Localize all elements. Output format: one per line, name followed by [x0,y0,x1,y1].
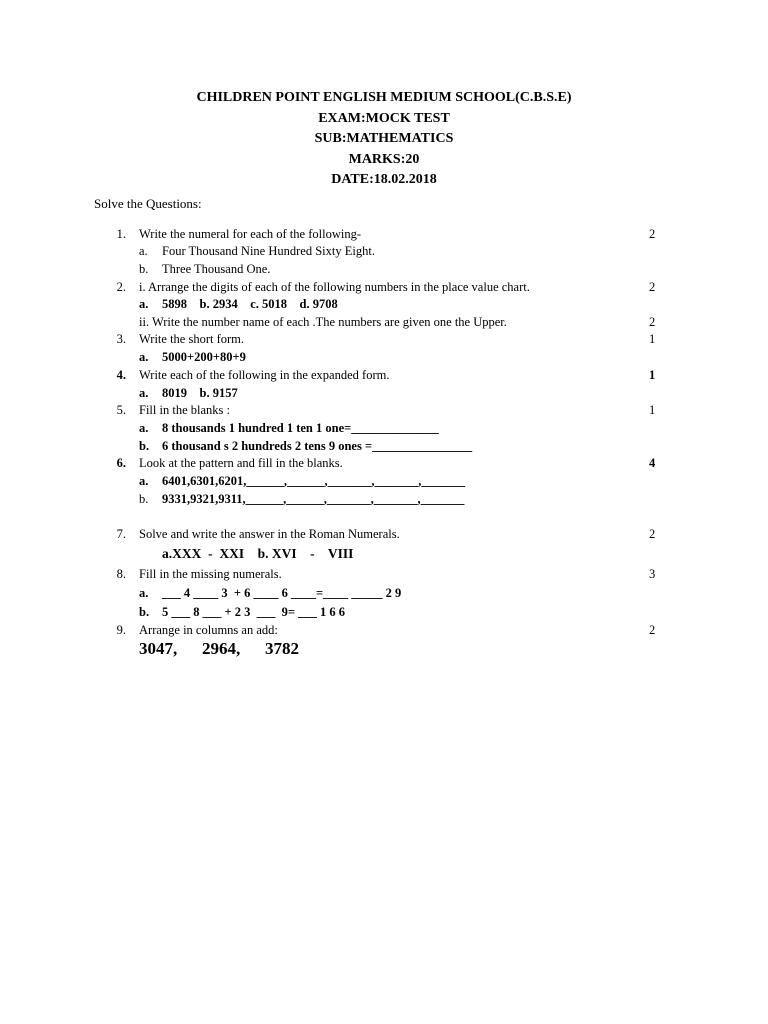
school-name: CHILDREN POINT ENGLISH MEDIUM SCHOOL(C.B.S.E) [196,90,572,105]
subject-line: SUB:MATHEMATICS [314,131,454,146]
instructions: Solve the Questions: [94,196,202,211]
part-text: 6401,6301,6201,______,______,_______,_______,_______ [162,474,466,488]
question-text: Write the numeral for each of the following- [139,227,361,241]
part-text: 5 ___ 8 ___ + 2 3 ___ 9= ___ 1 6 6 [162,605,345,619]
question-marks: 1 [649,403,656,417]
question-marks: 2 [649,280,656,294]
part-label: b. [139,492,149,506]
marks-line: MARKS:20 [348,151,420,167]
question-marks: 1 [649,368,656,382]
question-number: 2. [116,280,126,294]
part-label: b. [139,262,149,276]
date-line: DATE:18.02.2018 [331,172,437,187]
part-label: a. [139,386,149,400]
exam-title: EXAM:MOCK TEST [318,110,450,126]
part-text: a.XXX - XXI b. XVI - VIII [162,546,354,561]
part-text: 9331,9321,9311,______,______,_______,_______,_______ [162,492,465,506]
numbers-to-add: 3047, 2964, 3782 [139,639,299,658]
question-marks: 3 [649,567,656,581]
part-text: 5898 b. 2934 c. 5018 d. 9708 [162,297,338,311]
part-label: a. [139,244,148,258]
question-number: 8. [116,567,126,581]
part-text: 5000+200+80+9 [162,350,246,364]
part-text: 8 thousands 1 hundred 1 ten 1 one=______________ [162,421,439,435]
question-number: 4. [116,368,126,382]
question-marks: 2 [649,623,656,637]
question-marks: 2 [649,227,656,241]
question-text: i. Arrange the digits of each of the following numbers in the place value chart. [139,280,530,294]
question-text: Write each of the following in the expanded form. [139,368,390,382]
part-label: a. [139,421,149,435]
question-number: 5. [116,403,126,417]
part-text: 8019 b. 9157 [162,386,238,400]
question-number: 7. [116,527,126,541]
part-text: Three Thousand One. [162,262,271,276]
question-text: Arrange in columns an add: [139,623,278,637]
part-label: a. [139,350,149,364]
question-text: Solve and write the answer in the Roman Numerals. [139,527,400,541]
part-text: ___ 4 ____ 3 + 6 ____ 6 ____=____ _____ 2 9 [162,586,402,600]
part-label: a. [139,297,149,311]
question-text: Fill in the missing numerals. [139,567,282,581]
question-number: 3. [116,332,126,346]
part-label: a. [139,586,149,600]
part-label: b. [139,605,150,619]
question-text: ii. Write the number name of each .The numbers are given one the Upper. [139,315,507,329]
question-number: 9. [116,623,126,637]
part-label: b. [139,439,150,453]
question-text: Fill in the blanks : [139,403,230,417]
question-text: Write the short form. [139,332,245,346]
question-text: Look at the pattern and fill in the blanks. [139,456,343,470]
question-number: 1. [116,227,126,241]
paper-header [0,88,768,191]
part-text: Four Thousand Nine Hundred Sixty Eight. [162,244,375,258]
question-marks: 4 [649,456,656,470]
question-9-numbers [0,641,768,665]
question-number: 6. [116,456,126,470]
part-label: a. [139,474,149,488]
question-marks: 2 [649,527,656,541]
question-marks: 1 [649,332,656,346]
part-text: 6 thousand s 2 hundreds 2 tens 9 ones =________________ [162,439,473,453]
question-marks: 2 [649,315,656,329]
